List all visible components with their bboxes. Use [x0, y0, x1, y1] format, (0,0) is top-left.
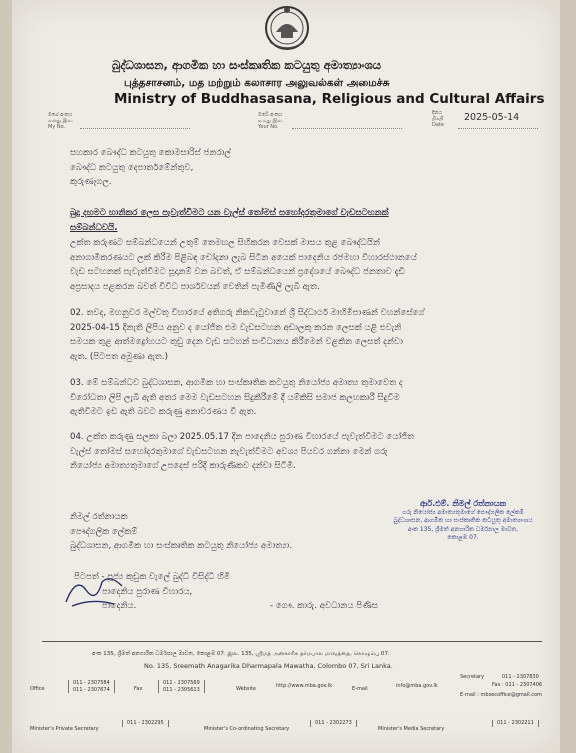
- national-emblem-icon: [264, 2, 310, 54]
- signatory-name: නිමල් රත්නායක: [70, 512, 128, 522]
- signatory-block: [70, 510, 292, 554]
- private-secretary-label: Minister's Private Secretary: [30, 726, 99, 732]
- paragraph-2: 02. තවද, මහනුවර මල්වතු විහාරයේ අතිගරු නිකවැටුවානේ ශ්‍රී සිද්ධාර්ථ මාහිමිපාණන් වහන්සේගේ 2025-04-15 දිනැති ලිපිය අනුව ද යෝජිත එම වැඩසටහන අඩාලකු කරන ලෙසක් යළි එවැනි සමයක තුළ ආත්මද්‍රෝහයට තුඩු දෙන වැඩ සටහන් සංවිධානය කිරීමෙන් වළකින ලෙසත් දන්වා ඇත. (පිටපත අමුණා ඇත.): [70, 308, 425, 362]
- paragraph-4: 04. උක්ත කරුණු සලකා බලා 2025.05.17 දින පාදෙනිය පුරාණ විහාරයේ පැවැත්වීමට යෝජිත වැල්ස් තෝමස් සහෝදරතුමාගේ වැඩසටහන නැවැත්වීමට අවශ්‍ය පියවර ගන්නා මෙන් ගරු නියෝජ්‍ය අමාත්‍යතුමාගේ උපදෙස් පරිදි කාරුණිකව දන්වා සිටිමි.: [70, 432, 415, 471]
- footer-divider: [42, 641, 542, 642]
- coordinating-secretary-label: Minister's Co-ordinating Secretary: [204, 726, 290, 732]
- date-field: [458, 128, 538, 129]
- your-number-field: [292, 128, 402, 129]
- website-label: Website: [236, 686, 256, 692]
- ministry-name-tamil: புத்தசாசனம், மத மற்றும் கலாசார அலுவல்கள் அமைச்சு: [124, 77, 390, 89]
- fax-numbers: 011 - 2307569 011 - 2305613: [158, 680, 205, 693]
- paragraph-3: 03. මේ සම්බන්ධව බුද්ධශාසන, ආගමික හා සංස්කෘතික කටයුතු නියෝජ්‍ය අමාත්‍ය තුමාවෙත ද විරෝධතා ලිපි ලැබී ඇති අතර මෙම වැඩසටහන සිදුකිරීමේ දී යම්කිසි සමාජ කලහකාරී සිදුවීම ඇතිවීමට ඉඩ ඇති බවට කරුණු අනාවරණය වී ඇත.: [70, 378, 403, 417]
- copies-note: - ගෞ. කාරු. අවධානය පිණිස: [270, 601, 378, 611]
- ministry-name-sinhala: බුද්ධශාසන, ආගමික හා සංස්කෘතික කටයුතු අමාත්‍යාංශය: [112, 58, 381, 72]
- email-value[interactable]: info@mba.gov.lk: [396, 683, 438, 689]
- fax-label: Fax: [134, 686, 143, 692]
- coordinating-secretary-tel: 011 - 2302273: [310, 720, 357, 727]
- letter-page: [12, 0, 560, 753]
- your-number-label: ඔබේ අංකය உமது இல. Your No.: [258, 112, 284, 130]
- ministry-name-english: Ministry of Buddhasasana, Religious and Cultural Affairs: [114, 91, 545, 107]
- website-value[interactable]: http://www.mba.gov.lk: [276, 683, 333, 689]
- secretary-tel: 011 - 2307830: [502, 674, 539, 680]
- subject-line: බුදු දහමට හානිකර ලෙස පැවැත්වීමට යන වැල්ස් තෝමස් සහෝදරතුමාගේ වැඩසටහනක් සම්බන්ධවයි.: [70, 208, 389, 233]
- footer-address-local: අංක 135, ශ්‍රීමත් අනගාරික ධර්මපාල මාවත, කොළඹ 07. இல. 135, ஸ்ரீமத் அனகாரிக தர்மபால மாவத்தை, கொழும்பு 07.: [92, 651, 390, 657]
- footer-address-english: No. 135, Sreemath Anagarika Dharmapala Mawatha, Colombo 07, Sri Lanka.: [144, 662, 393, 670]
- email-label: E-mail: [352, 686, 368, 692]
- media-secretary-tel: 011 - 2302211: [492, 720, 539, 727]
- private-secretary-tel: 011 - 2302295: [122, 720, 169, 727]
- my-number-label: මගේ අංකය எனது இல. My No.: [48, 112, 74, 130]
- paragraph-1: උක්ත කරුණට සම්බන්ධයෙන් උතුම් තෙමඟල සිහිකරන වෙසක් මාසය තුළ බෞද්ධයින් අනාගාමීකරණයට ලක් කිරීම පිළිබඳ චෝදනා ලැබ සිටින අයෙක් පාදෙනිය රජමහා විහාරස්ථානයේ වැඩ සටහනක් පැවැත්වීමට සූදානම් වන බවත්, ඒ සම්බන්ධයෙන් ප්‍රදේශයේ බෞද්ධ ජනතාව දැඩි අප්‍රසාදය පළකරන බවත් විවිධ පාර්ශවයන් වෙතින් පැමිණිලි ලැබී ඇත.: [70, 238, 417, 292]
- signatory-title: පෞද්ගලික ලේකම්: [70, 526, 138, 537]
- official-stamp: ආර්.එම්. නිමල් රත්නායක ගරු නියෝජ්‍ය අමාත්‍යතුමාගේ පෞද්ගලික ලේකම් බුද්ධශාසන, ආගමික හා සංස්කෘතික කටයුතු අමාත්‍යාංශය අංක 135, ශ්‍රීමත් අනගාරික ධර්මපාල මාවත, කොළඹ 07.: [393, 499, 533, 541]
- office-numbers: 011 - 2307584 011 - 2307674: [68, 680, 115, 693]
- copies-block: පිටපත් - පූජ්‍ය කුඩුක වැලේ බුද්ධි විසිද්ධි හිමි පාදෙනිය පුරාණ විහාරය, පාදෙනිය.: [74, 572, 231, 611]
- office-label: Office: [30, 686, 45, 692]
- secretary-email[interactable]: E-mail : mbsecoffice@gmail.com: [460, 692, 542, 698]
- secretary-label: Secretary: [460, 674, 485, 680]
- my-number-field: [80, 128, 190, 129]
- signatory-office: බුද්ධශාසන, ආගමික හා සංස්කෘතික කටයුතු නියෝජ්‍ය අමාත්‍යා.: [70, 541, 293, 551]
- addressee-block: සහකාර බෞද්ධ කටයුතු කොමසාරිස් ජනරාල් බෞද්ධ කටයුතු දෙපාර්තමේන්තුව, කුරුණෑගල.: [70, 148, 231, 187]
- date-label: දිනය திகதி Date: [432, 110, 444, 128]
- letter-date: 2025-05-14: [464, 112, 520, 123]
- secretary-fax: Fax : 011 - 2307406: [492, 682, 543, 688]
- media-secretary-label: Minister's Media Secretary: [378, 726, 445, 732]
